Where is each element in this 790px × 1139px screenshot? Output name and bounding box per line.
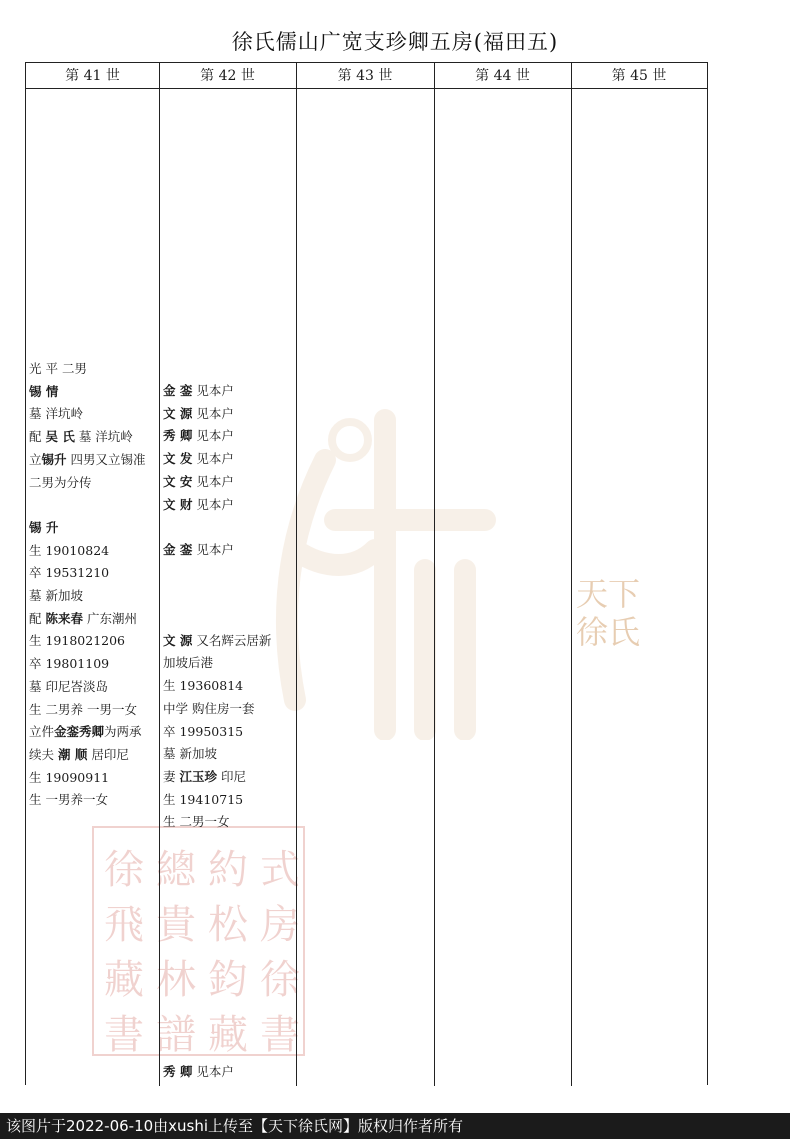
entry-line — [163, 1061, 294, 1083]
entry-line — [29, 721, 157, 743]
person-name: 金 銮 — [163, 383, 193, 398]
entry-text: 见本户 — [192, 473, 234, 489]
person-name: 秀 卿 — [163, 428, 193, 444]
entry-line — [29, 744, 157, 766]
person-name: 文 发 — [163, 451, 193, 467]
entry-text: 见本户 — [192, 405, 234, 421]
entry-text: 配 — [29, 610, 46, 626]
entry-line — [29, 540, 157, 562]
person-name: 文 源 — [163, 405, 193, 421]
entry-text: 墓 洋坑岭 — [29, 406, 83, 422]
entry-line — [29, 608, 157, 630]
person-name: 锡 升 — [29, 519, 59, 535]
entry-text: 见本户 — [192, 1064, 234, 1079]
entry-line — [29, 585, 157, 607]
entry-text: 墓 新加坡 — [29, 588, 83, 603]
entry-text: 生 19410715 — [163, 791, 244, 807]
header-gen-44: 第 44 世 — [475, 68, 530, 84]
entry-text: 立件 — [29, 724, 55, 740]
person-name: 潮 顺 — [57, 746, 88, 762]
entry-line — [163, 516, 294, 538]
entry-text: 生 19010824 — [29, 542, 110, 558]
entry-line — [29, 562, 157, 584]
entry-text: 生 1918021206 — [29, 633, 126, 649]
entry-line — [29, 630, 157, 652]
entry-line — [163, 380, 294, 402]
entry-text: 生 19090911 — [29, 769, 110, 785]
entry-line — [29, 403, 157, 425]
entry-text: 卒 19531210 — [29, 565, 110, 581]
entry-text: 居印尼 — [87, 746, 129, 762]
page-title: 徐氏儒山广宽支珍卿五房(福田五) — [231, 30, 559, 54]
header-gen-43: 第 43 世 — [337, 68, 393, 84]
column-divider — [571, 63, 572, 1086]
entry-text: 四男又立锡准 — [66, 451, 146, 467]
entry-text: 配 — [29, 429, 46, 445]
entry-line — [163, 539, 294, 561]
genealogy-table — [25, 62, 708, 1085]
entry-line — [29, 789, 157, 811]
entry-text: 立 — [29, 451, 42, 467]
entry-line — [29, 449, 157, 471]
entry-text: 见本户 — [192, 451, 234, 467]
entry-line — [29, 653, 157, 675]
entry-line — [163, 811, 294, 833]
person-name: 金 銮 — [163, 541, 193, 557]
person-name: 金銮秀卿 — [54, 724, 105, 740]
entry-line — [163, 789, 294, 811]
entry-text: 为两承 — [104, 724, 142, 740]
entry-text: 中学 购住房一套 — [163, 700, 255, 716]
entry-line — [163, 403, 294, 425]
person-name: 陈来春 — [45, 610, 83, 626]
entry-line — [163, 766, 294, 788]
header-gen-45: 第 45 世 — [611, 68, 667, 84]
person-name: 文 安 — [163, 473, 193, 489]
entry-line — [163, 607, 294, 629]
entry-line — [29, 517, 157, 539]
entry-line — [29, 472, 157, 494]
entry-line — [163, 425, 294, 447]
entry-text: 印尼 — [217, 768, 246, 784]
header-gen-41: 第 41 世 — [65, 68, 120, 84]
header-gen-42: 第 42 世 — [200, 68, 255, 84]
entry-text: 又名辉云居新 — [192, 632, 272, 648]
entry-text: 墓 新加坡 — [163, 746, 217, 762]
entry-text: 见本户 — [192, 541, 234, 557]
entry-line — [163, 652, 294, 674]
table-header — [26, 63, 707, 89]
entry-text: 广东潮州 — [83, 610, 137, 626]
entry-line — [163, 743, 294, 765]
person-name: 秀 卿 — [163, 1064, 193, 1079]
entry-line — [163, 448, 294, 470]
person-name: 文 源 — [163, 632, 193, 648]
person-name: 吴 氏 — [45, 429, 75, 445]
entry-line — [29, 676, 157, 698]
entry-text: 墓 洋坑岭 — [74, 429, 133, 445]
entry-line — [29, 358, 157, 380]
entry-text: 妻 — [163, 768, 180, 784]
entry-line — [163, 562, 294, 584]
entry-line — [163, 471, 294, 493]
person-name: 锡 情 — [29, 383, 59, 399]
entry-line — [163, 494, 294, 516]
seal-stamp: 徐 總 約 式 飛 貴 松 房 藏 林 鈞 徐 書 譜 藏 書 — [92, 826, 305, 1056]
entry-text: 见本户 — [192, 496, 234, 512]
column-divider — [296, 63, 297, 1086]
copyright-footer: 该图片于2022-06-10由xushi上传至【天下徐氏网】版权归作者所有 — [0, 1113, 790, 1139]
watermark-text: 天下 徐氏 — [575, 575, 640, 651]
entry-line — [163, 675, 294, 697]
entry-line — [163, 698, 294, 720]
column-divider — [434, 63, 435, 1086]
entry-text: 生 二男养 一男一女 — [29, 701, 137, 717]
entry-text: 二男为分传 — [29, 474, 92, 490]
entry-text: 续夫 — [29, 746, 58, 762]
entry-line — [29, 699, 157, 721]
entry-text: 生 二男一女 — [163, 814, 230, 830]
entry-line — [163, 584, 294, 606]
entry-line — [29, 494, 157, 516]
entry-text: 加坡后港 — [163, 655, 214, 671]
entry-text: 生 一男养一女 — [29, 792, 108, 808]
person-name: 锡升 — [41, 451, 67, 467]
entry-text: 墓 印尼峇淡岛 — [29, 678, 108, 694]
entry-text: 见本户 — [192, 428, 234, 444]
entry-text: 卒 19801109 — [29, 656, 110, 672]
entry-line — [163, 721, 294, 743]
entry-line — [29, 767, 157, 789]
column-divider — [159, 63, 160, 1086]
entry-line — [163, 630, 294, 652]
person-name: 江玉珍 — [179, 768, 217, 784]
entry-line — [29, 426, 157, 448]
person-name: 文 财 — [163, 496, 193, 512]
entry-text: 光 平 二男 — [29, 361, 87, 376]
entry-text: 卒 19950315 — [163, 723, 244, 739]
entry-text: 见本户 — [192, 383, 234, 398]
entry-line — [29, 381, 157, 403]
entry-text: 生 19360814 — [163, 678, 244, 694]
